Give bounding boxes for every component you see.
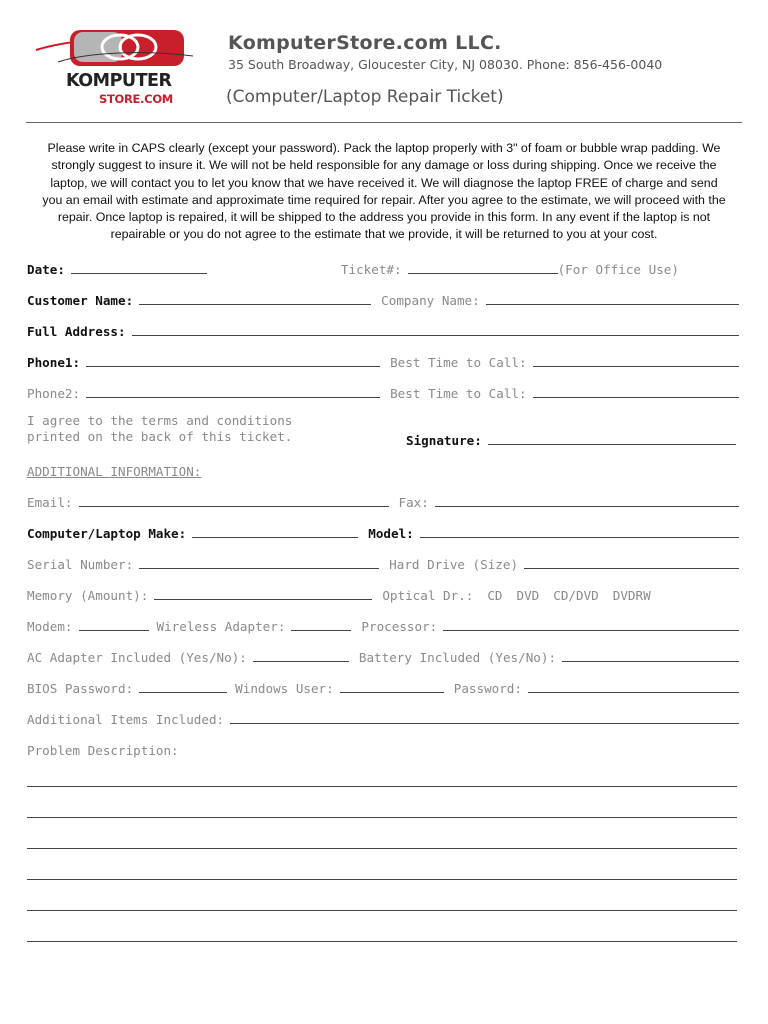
row-address	[27, 317, 739, 339]
ticket-field[interactable]	[408, 273, 558, 274]
signature-field[interactable]	[488, 444, 736, 445]
best-time2-field[interactable]	[533, 397, 739, 398]
customer-name-field[interactable]	[139, 304, 371, 305]
row-additional-header	[27, 457, 739, 479]
password-label: Password:	[453, 681, 522, 696]
row-make	[27, 519, 739, 541]
date-field[interactable]	[71, 273, 207, 274]
logo-text-main: KOMPUTER	[66, 71, 172, 91]
fax-field[interactable]	[435, 506, 739, 507]
modem-field[interactable]	[79, 630, 149, 631]
phone2-label: Phone2:	[27, 386, 81, 401]
logo-text-sub: STORE.COM	[99, 92, 173, 106]
office-use-note: (For Office Use)	[557, 262, 679, 277]
row-signature	[406, 426, 736, 448]
best-time1-field[interactable]	[533, 366, 739, 367]
agreement-text	[27, 413, 292, 445]
additional-items-label: Additional Items Included:	[27, 712, 225, 727]
make-label: Computer/Laptop Make:	[27, 526, 187, 541]
make-field[interactable]	[192, 537, 358, 538]
modem-label: Modem:	[27, 619, 73, 634]
battery-field[interactable]	[562, 661, 739, 662]
email-label: Email:	[27, 495, 73, 510]
ac-adapter-label: AC Adapter Included (Yes/No):	[27, 650, 247, 665]
password-field[interactable]	[528, 692, 739, 693]
model-field[interactable]	[420, 537, 739, 538]
problem-line-2[interactable]	[27, 817, 737, 818]
wireless-label: Wireless Adapter:	[156, 619, 286, 634]
form-subtitle: (Computer/Laptop Repair Ticket)	[226, 87, 504, 107]
optical-option-cddvd[interactable]: CD/DVD	[553, 588, 599, 603]
serial-label: Serial Number:	[27, 557, 134, 572]
phone1-label: Phone1:	[27, 355, 81, 370]
row-memory	[27, 581, 739, 603]
ticket-label: Ticket#:	[340, 262, 402, 277]
optical-option-dvd[interactable]: DVD	[516, 588, 540, 603]
windows-user-field[interactable]	[340, 692, 444, 693]
row-serial	[27, 550, 739, 572]
memory-field[interactable]	[154, 599, 372, 600]
company-name: KomputerStore.com LLC.	[228, 32, 502, 54]
bios-password-field[interactable]	[139, 692, 227, 693]
agreement-line-1: I agree to the terms and conditions	[27, 413, 293, 428]
additional-items-field[interactable]	[230, 723, 739, 724]
email-field[interactable]	[79, 506, 389, 507]
fax-label: Fax:	[398, 495, 429, 510]
phone2-field[interactable]	[86, 397, 380, 398]
row-bios	[27, 674, 739, 696]
model-label: Model:	[368, 526, 414, 541]
row-ac-adapter	[27, 643, 739, 665]
header-divider	[26, 122, 742, 123]
phone1-field[interactable]	[86, 366, 380, 367]
processor-field[interactable]	[443, 630, 739, 631]
intro-paragraph: Please write in CAPS clearly (except your password). Pack the laptop properly with 3" of foam or bubble wrap padding. We strongly suggest to insure it. We will not be held responsible for any damage or loss during shipping. Once we receive the laptop, we will contact you to let you know that we have received it. We will diagnose the laptop FREE of charge and send you an email with estimate and approximate time required for repair. After you agree to the estimate, we will proceed with the repair. Once laptop is repaired, it will be shipped to the address you provide in this form. In any event if the laptop is not repairable or you do not agree to the estimate that we provide, it will be returned to you at your cost.	[42, 141, 726, 242]
company-name-label: Company Name:	[381, 293, 480, 308]
optical-option-cd[interactable]: CD	[487, 588, 503, 603]
bios-password-label: BIOS Password:	[27, 681, 134, 696]
problem-line-3[interactable]	[27, 848, 737, 849]
row-modem	[27, 612, 739, 634]
agreement-line-2: printed on the back of this ticket.	[27, 429, 293, 444]
serial-field[interactable]	[139, 568, 379, 569]
ac-adapter-field[interactable]	[253, 661, 349, 662]
row-customer	[27, 286, 739, 308]
battery-label: Battery Included (Yes/No):	[358, 650, 557, 665]
full-address-field[interactable]	[132, 335, 739, 336]
problem-line-4[interactable]	[27, 879, 737, 880]
company-name-field[interactable]	[486, 304, 739, 305]
signature-label: Signature:	[406, 433, 482, 448]
row-email	[27, 488, 739, 510]
full-address-label: Full Address:	[27, 324, 126, 339]
problem-line-1[interactable]	[27, 786, 737, 787]
best-time2-label: Best Time to Call:	[390, 386, 527, 401]
problem-line-6[interactable]	[27, 941, 737, 942]
row-phone2	[27, 379, 739, 401]
hard-drive-label: Hard Drive (Size)	[389, 557, 519, 572]
row-additional-items	[27, 705, 739, 727]
problem-line-5[interactable]	[27, 910, 737, 911]
additional-info-heading: ADDITIONAL INFORMATION:	[27, 464, 202, 479]
row-problem	[27, 736, 739, 758]
windows-user-label: Windows User:	[235, 681, 334, 696]
memory-label: Memory (Amount):	[27, 588, 149, 603]
customer-name-label: Customer Name:	[27, 293, 134, 308]
hard-drive-field[interactable]	[524, 568, 739, 569]
problem-description-label: Problem Description:	[27, 743, 179, 758]
best-time1-label: Best Time to Call:	[390, 355, 527, 370]
optical-option-dvdrw[interactable]: DVDRW	[612, 588, 651, 603]
processor-label: Processor:	[361, 619, 438, 634]
date-label: Date:	[27, 262, 65, 277]
row-phone1	[27, 348, 739, 370]
wireless-field[interactable]	[291, 630, 351, 631]
row-date	[27, 255, 739, 277]
optical-label: Optical Dr.:	[382, 588, 474, 603]
company-address: 35 South Broadway, Gloucester City, NJ 08030. Phone: 856-456-0040	[228, 57, 663, 72]
